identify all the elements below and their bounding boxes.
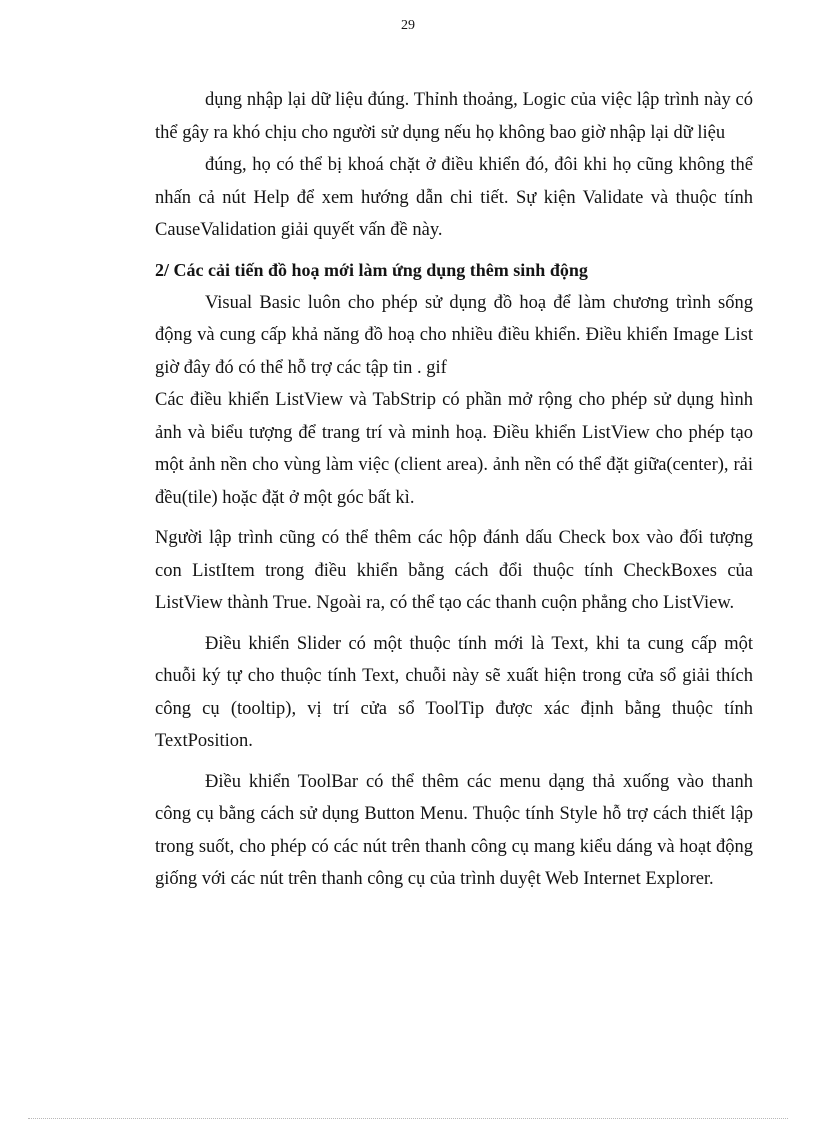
paragraph-listview-tabstrip: Các điều khiển ListView và TabStrip có phần mở rộng cho phép sử dụng hình ảnh và biểu tượng để trang trí và minh hoạ. Điều khiển ListView cho phép tạo một ảnh nền cho vùng làm việc (client area). ảnh nền có thể đặt giữa(center), rải đều(tile) hoặc đặt ở một góc bất kì. bbox=[155, 390, 753, 508]
paragraph-checkboxes: Người lập trình cũng có thể thêm các hộp đánh dấu Check box vào đối tượng con ListItem trong điều khiển bằng cách đổi thuộc tính CheckBoxes của ListView thành True. Ngoài ra, có thể tạo các thanh cuộn phẳng cho ListView. bbox=[155, 528, 753, 613]
page-body bbox=[155, 84, 753, 904]
paragraph-slider: Điều khiển Slider có một thuộc tính mới là Text, khi ta cung cấp một chuỗi ký tự cho thuộc tính Text, chuỗi này sẽ xuất hiện trong cửa sổ giải thích công cụ (tooltip), vị trí cửa sổ ToolTip được xác định bằng thuộc tính TextPosition. bbox=[155, 633, 753, 751]
footer-divider bbox=[28, 1118, 788, 1119]
section-heading-graphics: 2/ Các cải tiến đồ hoạ mới làm ứng dụng thêm sinh động bbox=[155, 259, 588, 280]
paragraph-validation-detail: đúng, họ có thể bị khoá chặt ở điều khiển đó, đôi khi họ cũng không thể nhấn cả nút Help để xem hướng dẫn chi tiết. Sự kiện Validate và thuộc tính CauseValidation giải quyết vấn đề này. bbox=[155, 155, 753, 240]
page-number: 29 bbox=[401, 18, 415, 33]
paragraph-validation-intro: dụng nhập lại dữ liệu đúng. Thỉnh thoảng, Logic của việc lập trình này có thể gây ra khó chịu cho người sử dụng nếu họ không bao giờ nhập lại dữ liệu bbox=[155, 90, 753, 143]
paragraph-graphics-intro: Visual Basic luôn cho phép sử dụng đồ hoạ để làm chương trình sống động và cung cấp khả năng đồ hoạ cho nhiều điều khiển. Điều khiển Image List giờ đây đó có thể hỗ trợ các tập tin . gif bbox=[155, 292, 753, 378]
paragraph-toolbar: Điều khiển ToolBar có thể thêm các menu dạng thả xuống vào thanh công cụ bằng cách sử dụng Button Menu. Thuộc tính Style hỗ trợ cách thiết lập trong suốt, cho phép có các nút trên thanh công cụ mang kiểu dáng và hoạt động giống với các nút trên thanh công cụ của trình duyệt Web Internet Explorer. bbox=[155, 771, 753, 889]
